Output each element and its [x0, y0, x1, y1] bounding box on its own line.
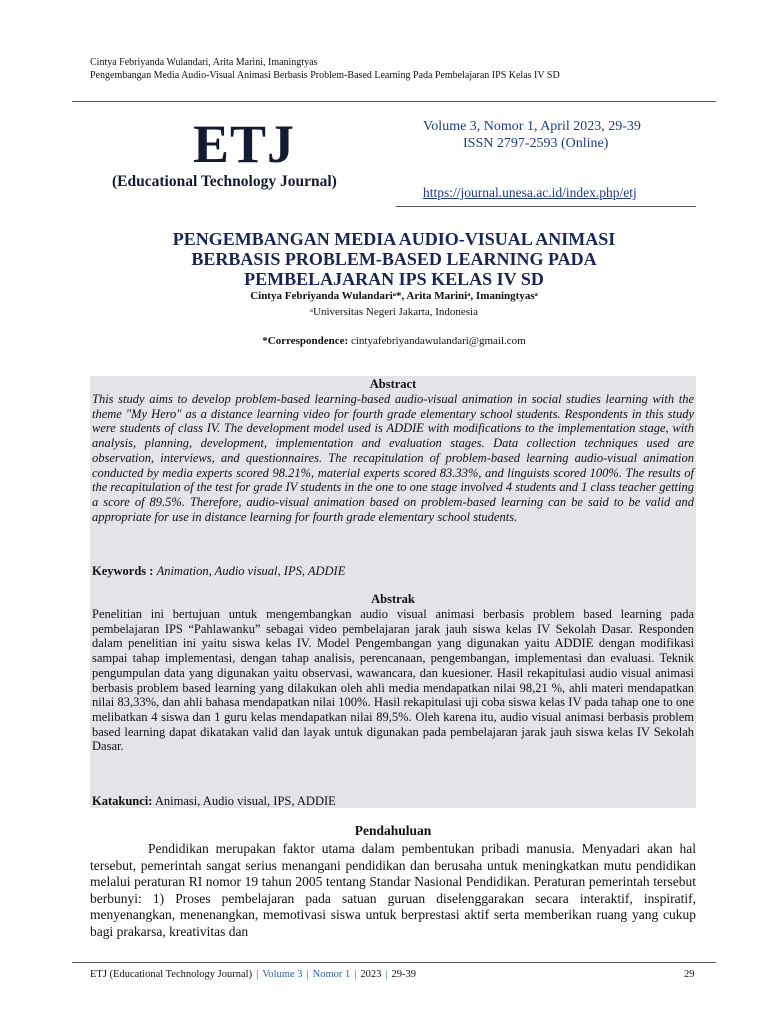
footer-journal: ETJ (Educational Technology Journal) [90, 969, 253, 980]
affiliation: ᵃUniversitas Negeri Jakarta, Indonesia [310, 306, 478, 318]
keywords-label: Keywords : [92, 564, 154, 578]
running-head [90, 56, 690, 82]
footer-volume: Volume 3 [262, 969, 303, 980]
title-line: PENGEMBANGAN MEDIA AUDIO-VISUAL ANIMASI [172, 229, 616, 249]
footer-year: 2023 [360, 969, 382, 980]
abstract-heading: Abstract [369, 377, 417, 391]
title-line: BERBASIS PROBLEM-BASED LEARNING PADA [191, 249, 597, 269]
top-divider [72, 101, 716, 102]
footer-divider [72, 962, 716, 963]
running-head-title: Pengembangan Media Audio-Visual Animasi Berbasis Problem-Based Learning Pada Pembelajaran IPS Kelas IV SD [90, 70, 560, 81]
running-head-authors: Cintya Febriyanda Wulandari, Arita Marini, Imaningtyas [90, 57, 318, 68]
katakunci-value: Animasi, Audio visual, IPS, ADDIE [154, 794, 336, 808]
katakunci-label: Katakunci: [92, 794, 153, 808]
journal-url-link[interactable]: https://journal.unesa.ac.id/index.php/etj [423, 185, 637, 200]
introduction-paragraph: Pendidikan merupakan faktor utama dalam pembentukan pribadi manusia. Menyadari akan hal tersebut, pemerintah sangat serius menangani pendidikan dan berusaha untuk meningkatkan mutu pendidikan melalui peraturan RI nomor 19 tahun 2005 tentang Standar Nasional Pendidikan. Peraturan pemerintah tersebut berbunyi: 1) Proses pembelajaran pada satuan guruan diselenggarakan secara interaktif, inspiratif, menyenangkan, menenangkan, memotivasi siswa untuk berprestasi aktif serta memberikan ruang yang cukup bagi prakarsa, kreativitas dan [90, 841, 696, 939]
abstrak-id [92, 592, 694, 754]
footer-pages: 29-39 [391, 969, 416, 980]
header-divider [396, 206, 696, 207]
abstract-text: This study aims to develop problem-based learning-based audio-visual animation in social studies learning with the theme "My Hero" as a distance learning video for fourth grade elementary school students. Respondents in this study were students of class IV. The development model used is ADDIE with modifications to the implementation stage, with analysis, planning, development, implementation and evaluation stages. Data collection techniques used are observation, interviews, and questionnaires. The recapitulation of problem-based learning audio-visual animation conducted by media experts scored 98.21%, material experts scored 83.33%, and linguists scored 100%. The results of the recapitulation of the test for grade IV students in the one to one stage involved 4 students and 1 class teacher getting a score of 89.5%. Therefore, audio-visual animation based on problem-based learning can be said to be valid and appropriate for use in distance learning for fourth grade elementary school students. [92, 392, 694, 524]
issn-line: ISSN 2797-2593 (Online) [463, 136, 609, 151]
correspondence-email: cintyafebriyandawulandari@gmail.com [350, 335, 526, 347]
footer-issue: Nomor 1 [312, 969, 351, 980]
abstrak-text: Penelitian ini bertujuan untuk mengembangkan audio visual animasi berbasis problem based learning pada pembelajaran IPS “Pahlawanku” sebagai video pembelajaran jarak jauh siswa kelas IV Sekolah Dasar. Responden dalam penelitian ini yaitu siswa kelas IV. Model Pengembangan yang digunakan yaitu ADDIE dengan modifikasi sampai tahap implementasi, dengan tahap analisis, perencanaan, pengembangan, implementasi dan evaluasi. Teknik pengumpulan data yang digunakan yaitu observasi, wawancara, dan kuesioner. Hasil rekapitulasi audio visual animasi berbasis problem based learning yang dilakukan oleh ahli media mendapatkan nilai 98,21 %, ahli materi mendapatkan nilai 83,33%, dan ahli bahasa mendapatkan nilai 100%. Hasil rekapitulasi uji coba siswa kelas IV pada tahap one to one melibatkan 4 siswa dan 1 guru kelas mendapatkan nilai 89,5%. Oleh karena itu, audio visual animasi berbasis problem based learning dapat dikatakan valid dan layak untuk digunakan pada pembelajaran jarak jauh siswa kelas IV Sekolah Dasar. [92, 607, 694, 754]
page-footer: ETJ (Educational Technology Journal) | Volume 3 | Nomor 1 | 2023 | 29-39 [90, 969, 416, 980]
title-line: PEMBELAJARAN IPS KELAS IV SD [244, 269, 544, 289]
volume-line: Volume 3, Nomor 1, April 2023, 29-39 [423, 119, 641, 134]
article-title [110, 229, 678, 289]
keywords-en [92, 564, 694, 579]
correspondence [110, 335, 678, 347]
author-list: Cintya Febriyanda Wulandariᵃ*, Arita Mariniᵃ, Imaningtyasᵃ [250, 290, 538, 302]
abstract-box [90, 376, 696, 808]
introduction-body [90, 841, 696, 941]
keywords-value: Animation, Audio visual, IPS, ADDIE [156, 564, 346, 578]
abstract-en [92, 377, 694, 524]
section-heading-introduction: Pendahuluan [354, 823, 432, 838]
correspondence-label: *Correspondence: [262, 335, 349, 347]
journal-full-name: (Educational Technology Journal) [112, 173, 337, 190]
abstrak-heading: Abstrak [371, 592, 415, 606]
katakunci [92, 794, 694, 809]
page-number: 29 [684, 969, 695, 980]
journal-logo: ETJ [193, 114, 296, 174]
